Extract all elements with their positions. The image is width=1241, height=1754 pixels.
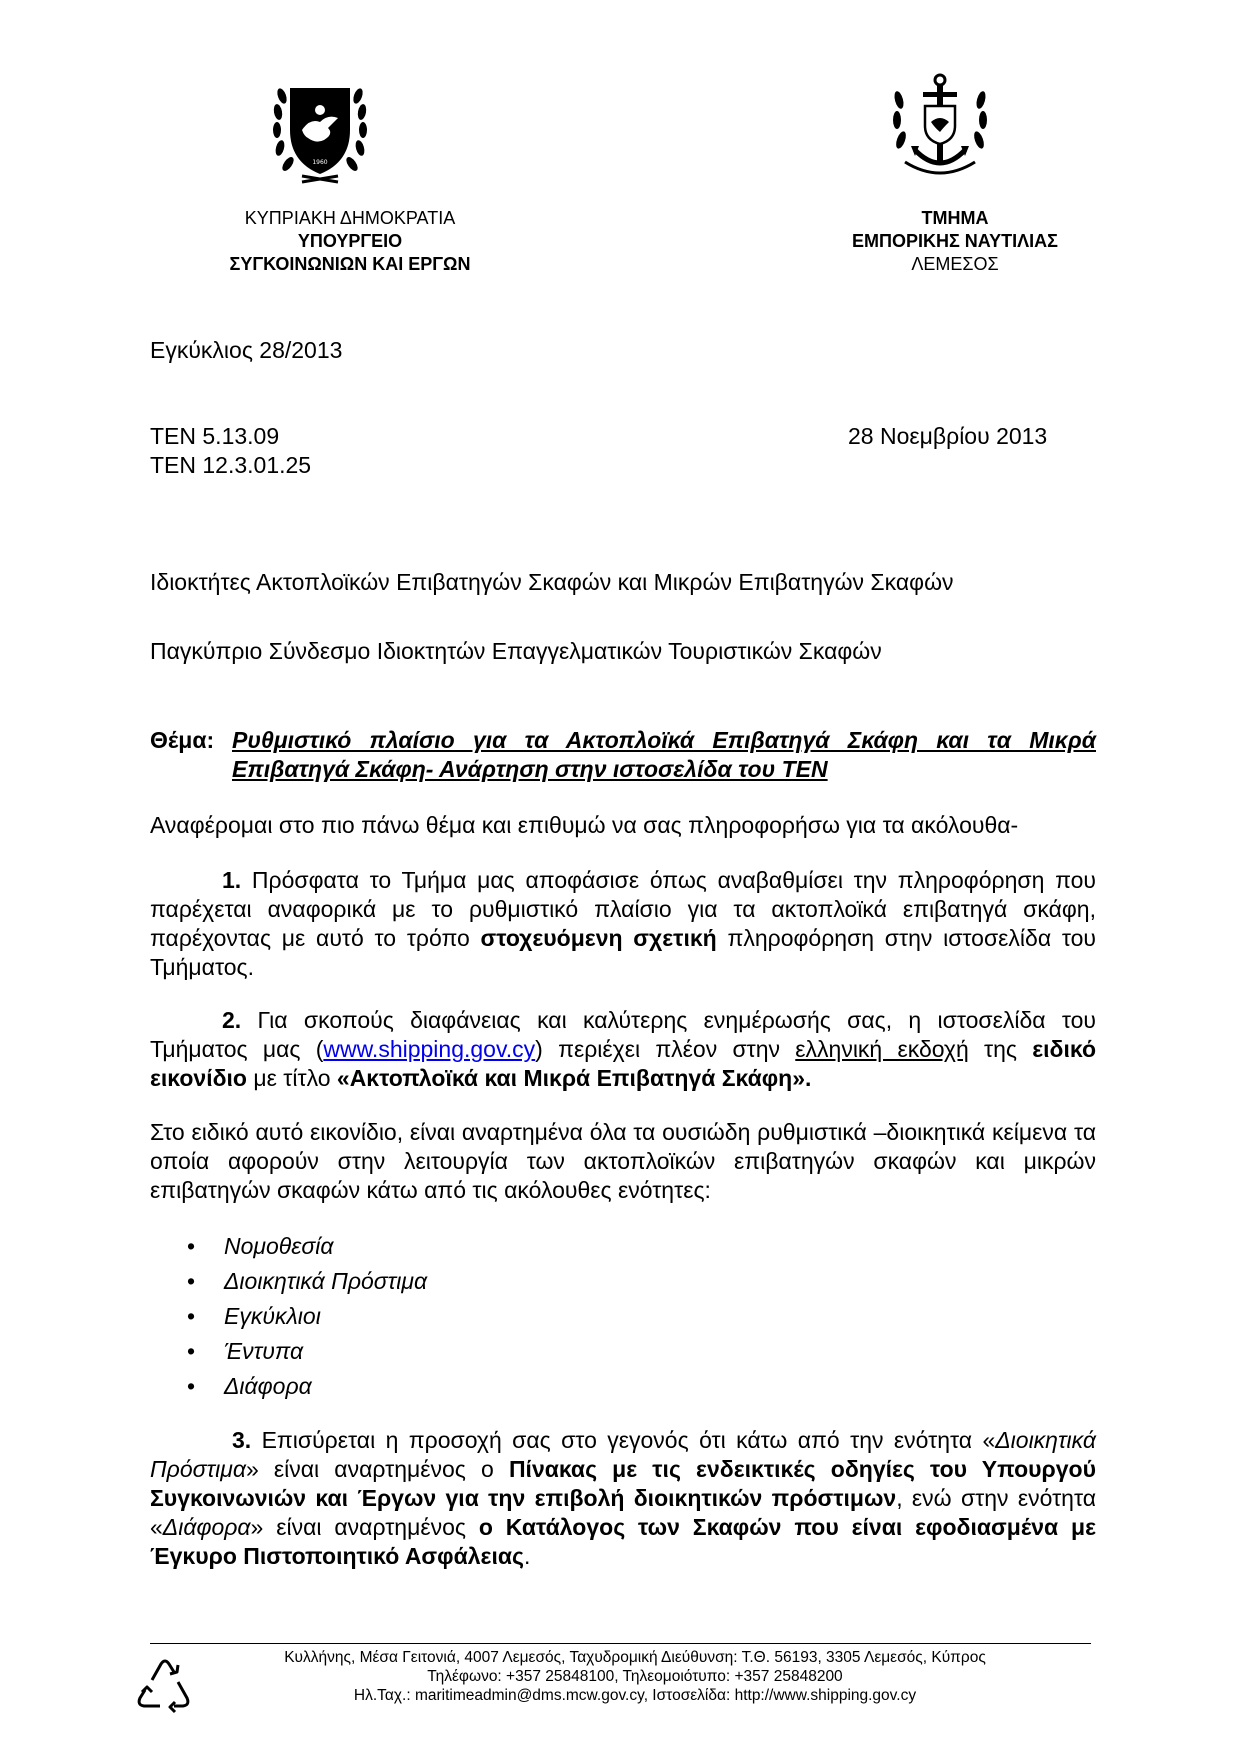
footer-phone: Τηλέφωνο: +357 25848100, Τηλεομοιότυπο: +357 25848200: [427, 1668, 843, 1685]
paragraph-3-italic-a: Διοικητικά Πρόστιμα: [150, 1427, 1096, 1482]
cyprus-coat-of-arms-icon: [262, 78, 378, 186]
subject-line-2: Επιβατηγά Σκάφη- Ανάρτηση στην ιστοσελίδα του ΤΕΝ: [232, 756, 828, 782]
anchor-emblem-icon: [885, 72, 995, 184]
paragraph-2-text-d: με τίτλο: [247, 1065, 337, 1091]
header-department: ΤΜΗΜΑ: [921, 208, 989, 228]
shipping-website-link[interactable]: www.shipping.gov.cy: [323, 1036, 536, 1062]
paragraph-2-bold-a: ειδικό εικονίδιο: [150, 1036, 1096, 1091]
department-header: [790, 207, 1120, 276]
paragraph-3-text-b: » είναι αναρτημένος ο: [245, 1456, 509, 1482]
paragraph-2: [150, 1006, 1096, 1093]
header-ministry-name: ΣΥΓΚΟΙΝΩΝΙΩΝ ΚΑΙ ΕΡΓΩΝ: [229, 254, 471, 274]
paragraph-3-bold-a: Πίνακας με τις ενδεικτικές οδηγίες του Υπουργού Συγκοινωνιών και Έργων για την επιβολή διοικητικών πρόστιμων: [150, 1456, 1096, 1511]
list-item: [187, 1302, 687, 1337]
list-item: [187, 1232, 687, 1267]
paragraph-2-number: 2.: [222, 1007, 242, 1033]
sections-list: [187, 1232, 687, 1407]
reference-2: ΤΕΝ 12.3.01.25: [150, 452, 312, 478]
recipient-1: Ιδιοκτήτες Ακτοπλοϊκών Επιβατηγών Σκαφών και Μικρών Επιβατηγών Σκαφών: [150, 569, 954, 595]
section-legislation: Νομοθεσία: [224, 1233, 334, 1259]
circular-number: Εγκύκλιος 28/2013: [150, 337, 343, 363]
header-country: ΚΥΠΡΙΑΚΗ ΔΗΜΟΚΡΑΤΙΑ: [244, 208, 456, 228]
paragraph-3-text-c: , ενώ στην ενότητα «: [150, 1485, 1096, 1540]
intro-paragraph: Αναφέρομαι στο πιο πάνω θέμα και επιθυμώ να σας πληροφορήσω για τα ακόλουθα-: [150, 812, 1019, 838]
ministry-header: [170, 207, 530, 276]
recycle-icon: [130, 1650, 200, 1720]
footer-divider: [150, 1643, 1091, 1644]
paragraph-3-text-e: .: [523, 1543, 531, 1569]
icon-paragraph: Στο ειδικό αυτό εικονίδιο, είναι αναρτημένα όλα τα ουσιώδη ρυθμιστικά –διοικητικά κείμενα τα οποία αφορούν στην λειτουργία των ακτοπλοϊκών επιβατηγών σκαφών και μικρών επιβατηγών σκαφών κάτω από τις ακόλουθες ενότητες:: [150, 1119, 1096, 1203]
paragraph-1: [150, 866, 1096, 982]
paragraph-3-text-d: » είναι αναρτημένος: [250, 1514, 479, 1540]
bullet: •: [187, 1233, 196, 1259]
section-miscellaneous: Διάφορα: [224, 1373, 312, 1399]
section-forms: Έντυπα: [224, 1338, 304, 1364]
footer-address: Κυλλήνης, Μέσα Γειτονιά, 4007 Λεμεσός, Ταχυδρομική Διεύθυνση: Τ.Θ. 56193, 3305 Λεμεσός, Κύπρος: [284, 1649, 986, 1666]
bullet: •: [187, 1303, 196, 1329]
header-ministry: ΥΠΟΥΡΓΕΙΟ: [297, 231, 403, 251]
subject-line-1: Ρυθμιστικό πλαίσιο για τα Ακτοπλοϊκά Επιβατηγά Σκάφη και τα Μικρά: [232, 727, 1096, 753]
bullet: •: [187, 1373, 196, 1399]
paragraph-2-bold-b: «Ακτοπλοϊκά και Μικρά Επιβατηγά Σκάφη».: [336, 1065, 812, 1091]
subject-label: Θέμα:: [150, 727, 215, 753]
paragraph-2-text-c: της: [968, 1036, 1033, 1062]
paragraph-1-text-b: πληροφόρηση στην ιστοσελίδα του Τμήματος.: [150, 925, 1096, 980]
footer-email-website: Ηλ.Ταχ.: maritimeadmin@dms.mcw.gov.cy, Ιστοσελίδα: http://www.shipping.gov.cy: [353, 1687, 917, 1704]
paragraph-2-text-a: Για σκοπούς διαφάνειας και καλύτερης ενημέρωσής σας, η ιστοσελίδα του Τμήματος μας (: [150, 1007, 1096, 1062]
bullet: •: [187, 1338, 196, 1364]
bullet: •: [187, 1268, 196, 1294]
section-fines: Διοικητικά Πρόστιμα: [224, 1268, 428, 1294]
paragraph-1-text-a: Πρόσφατα το Τμήμα μας αποφάσισε όπως αναβαθμίσει την πληροφόρηση που παρέχεται αναφορικά με το ρυθμιστικό πλαίσιο για τα ακτοπλοϊκά επιβατηγά σκάφη, παρέχοντας με αυτό το τρόπο: [150, 867, 1096, 951]
section-circulars: Εγκύκλιοι: [224, 1303, 321, 1329]
list-item: [187, 1267, 687, 1302]
paragraph-3: [150, 1426, 1096, 1571]
list-item: [187, 1337, 687, 1372]
paragraph-3-italic-b: Διάφορα: [162, 1514, 251, 1540]
paragraph-2-underlined: ελληνική εκδοχή: [795, 1036, 969, 1062]
reference-1: ΤΕΝ 5.13.09: [150, 423, 280, 449]
header-city: ΛΕΜΕΣΟΣ: [911, 254, 999, 274]
header-department-name: ΕΜΠΟΡΙΚΗΣ ΝΑΥΤΙΛΙΑΣ: [852, 231, 1058, 251]
recipient-2: Παγκύπριο Σύνδεσμο Ιδιοκτητών Επαγγελματικών Τουριστικών Σκαφών: [150, 638, 882, 664]
list-item: [187, 1372, 687, 1407]
footer-contact: [210, 1648, 1060, 1705]
svg-text:1960: 1960: [312, 159, 328, 166]
paragraph-3-number: 3.: [232, 1427, 252, 1453]
paragraph-1-bold: στοχευόμενη σχετική: [480, 925, 717, 951]
letter-date: 28 Νοεμβρίου 2013: [848, 423, 1048, 449]
paragraph-3-bold-b: ο Κατάλογος των Σκαφών που είναι εφοδιασμένα με Έγκυρο Πιστοποιητικό Ασφάλειας: [150, 1514, 1096, 1569]
paragraph-3-text-a: Επισύρεται η προσοχή σας στο γεγονός ότι κάτω από την ενότητα «: [251, 1427, 996, 1453]
paragraph-2-text-b: ) περιέχει πλέον στην: [535, 1036, 796, 1062]
paragraph-1-number: 1.: [222, 867, 242, 893]
